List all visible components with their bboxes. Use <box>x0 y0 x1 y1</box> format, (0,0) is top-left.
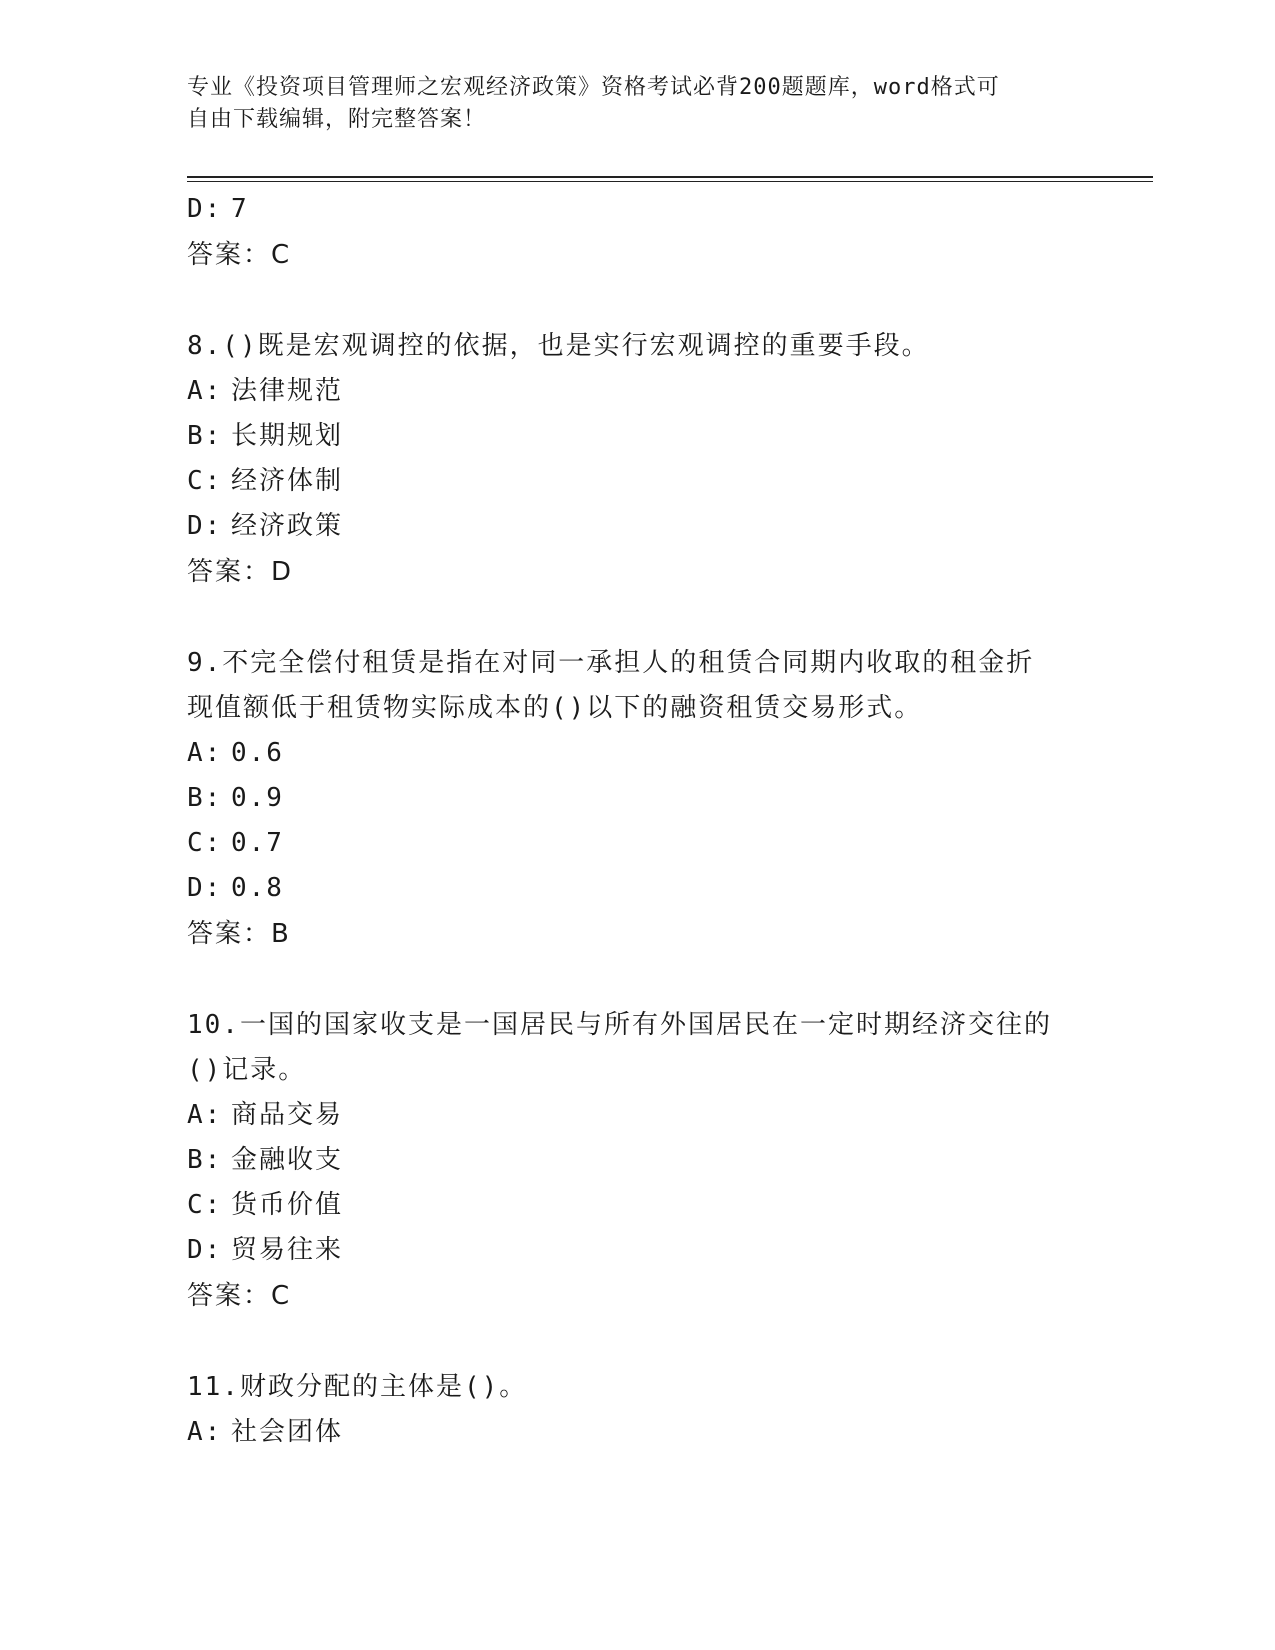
question-stem-q10-line-1: 10.一国的国家收支是一国居民与所有外国居民在一定时期经济交往的 <box>187 1010 1052 1040</box>
question-stem-q11: 11.财政分配的主体是()。 <box>187 1372 528 1402</box>
option-b-q10 <box>187 1138 1087 1183</box>
option-text: 0.9 <box>231 783 284 813</box>
option-text: 经济政策 <box>231 511 344 541</box>
question-stem-q9-line-1: 9.不完全偿付租赁是指在对同一承担人的租赁合同期内收取的租金折 <box>187 648 1035 678</box>
option-label: D: <box>187 194 223 224</box>
option-label: A: <box>187 376 223 406</box>
header-divider-thin <box>187 181 1153 182</box>
answer-q8 <box>187 549 1087 595</box>
answer-value: C <box>271 1281 291 1311</box>
answer-label: 答案： <box>187 1281 272 1311</box>
option-text: 社会团体 <box>231 1417 344 1447</box>
option-c-q8 <box>187 459 1087 504</box>
option-label: D: <box>187 1235 223 1265</box>
answer-q7 <box>187 232 1087 278</box>
document-header <box>187 72 1087 136</box>
option-text: 0.7 <box>231 828 284 858</box>
option-text: 0.6 <box>231 738 284 768</box>
option-label: B: <box>187 783 223 813</box>
option-text: 长期规划 <box>231 421 344 451</box>
spacer <box>187 278 1087 324</box>
option-text: 金融收支 <box>231 1145 344 1175</box>
option-label: D: <box>187 511 223 541</box>
answer-value: C <box>271 240 291 270</box>
header-divider-thick <box>187 176 1153 178</box>
option-a-q8 <box>187 369 1087 414</box>
option-text: 货币价值 <box>231 1190 344 1220</box>
option-label: C: <box>187 828 223 858</box>
option-label: A: <box>187 1417 223 1447</box>
option-text: 0.8 <box>231 873 284 903</box>
answer-q10 <box>187 1273 1087 1319</box>
answer-value: B <box>271 919 290 949</box>
option-text: 经济体制 <box>231 466 344 496</box>
option-c-q9 <box>187 821 1087 866</box>
option-label: D: <box>187 873 223 903</box>
option-d-q9 <box>187 866 1087 911</box>
option-text: 7 <box>231 194 249 224</box>
option-b-q9 <box>187 776 1087 821</box>
spacer <box>187 595 1087 641</box>
option-label: B: <box>187 1145 223 1175</box>
spacer <box>187 957 1087 1003</box>
option-d-q10 <box>187 1228 1087 1273</box>
question-list <box>187 187 1087 1455</box>
option-a-q10 <box>187 1093 1087 1138</box>
option-label: B: <box>187 421 223 451</box>
option-a-q9 <box>187 731 1087 776</box>
answer-label: 答案： <box>187 240 272 270</box>
spacer <box>187 1319 1087 1365</box>
answer-label: 答案： <box>187 557 272 587</box>
option-text: 商品交易 <box>231 1100 344 1130</box>
question-stem-q10-line-2: ()记录。 <box>187 1055 307 1085</box>
option-label: C: <box>187 466 223 496</box>
question-stem-q9-line-2: 现值额低于租赁物实际成本的()以下的融资租赁交易形式。 <box>187 693 923 723</box>
option-label: A: <box>187 738 223 768</box>
header-line-1: 专业《投资项目管理师之宏观经济政策》资格考试必背200题题库，word格式可 <box>187 75 1000 100</box>
option-b-q8 <box>187 414 1087 459</box>
option-a-q11 <box>187 1410 1087 1455</box>
option-label: A: <box>187 1100 223 1130</box>
question-stem-q8: 8.()既是宏观调控的依据，也是实行宏观调控的重要手段。 <box>187 331 930 361</box>
option-label: C: <box>187 1190 223 1220</box>
option-d-q7 <box>187 187 1087 232</box>
header-line-2: 自由下载编辑，附完整答案！ <box>187 107 487 132</box>
option-d-q8 <box>187 504 1087 549</box>
option-c-q10 <box>187 1183 1087 1228</box>
option-text: 法律规范 <box>231 376 344 406</box>
answer-q9 <box>187 911 1087 957</box>
answer-label: 答案： <box>187 919 272 949</box>
option-text: 贸易往来 <box>231 1235 344 1265</box>
answer-value: D <box>271 557 293 587</box>
